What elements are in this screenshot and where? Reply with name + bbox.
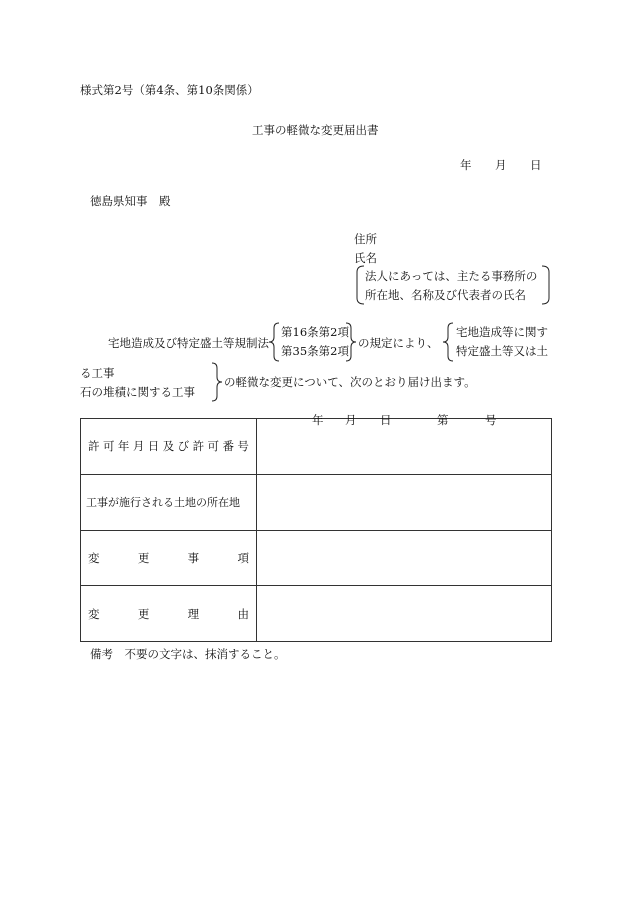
permit-year: 年 xyxy=(312,413,324,427)
date-year: 年 xyxy=(460,158,472,172)
label-char: 項 xyxy=(237,550,249,565)
label-char: 及 xyxy=(162,439,175,454)
change-reason-label xyxy=(81,606,256,622)
label-char: 変 xyxy=(88,606,100,621)
label-char: 番 xyxy=(222,439,234,454)
label-char: 事 xyxy=(187,550,200,565)
location-label: 工事が施行される土地の所在地 xyxy=(86,496,240,510)
permit-value-cell[interactable] xyxy=(257,413,552,475)
work-option-2-line1: 特定盛土等又は土 xyxy=(456,344,548,358)
left-curly-brace-icon xyxy=(268,322,280,362)
change-reason-label-cell xyxy=(81,586,257,642)
label-char: 更 xyxy=(137,550,150,565)
label-char: 変 xyxy=(88,550,100,565)
provision-text: の規定により、 xyxy=(358,336,439,350)
change-details-table xyxy=(80,413,552,642)
permit-value xyxy=(257,413,551,474)
permit-day: 日 xyxy=(380,413,392,427)
form-number: 様式第2号（第4条、第10条関係） xyxy=(80,83,259,97)
label-char: 年 xyxy=(117,439,130,454)
work-option-2-line2: 石の堆積に関する工事 xyxy=(80,385,195,399)
label-char: 月 xyxy=(132,439,145,454)
date-day: 日 xyxy=(530,158,542,172)
location-value-cell[interactable] xyxy=(257,474,552,530)
right-curly-brace-icon xyxy=(211,362,223,402)
left-curly-brace-icon xyxy=(442,322,454,362)
law-name: 宅地造成及び特定盛土等規制法 xyxy=(108,336,269,350)
table-row xyxy=(81,586,552,642)
permit-month: 月 xyxy=(345,413,357,427)
table-row xyxy=(81,530,552,586)
date-month: 月 xyxy=(495,158,507,172)
label-char: 可 xyxy=(102,439,115,454)
work-option-1-line1: 宅地造成等に関す xyxy=(456,325,548,339)
location-label-cell xyxy=(81,474,257,530)
permit-label xyxy=(81,438,256,454)
label-char: 更 xyxy=(137,606,150,621)
right-bracket-icon xyxy=(540,265,552,305)
remarks: 備考 不要の文字は、抹消すること。 xyxy=(90,647,286,661)
right-curly-brace-icon xyxy=(345,322,357,362)
permit-number-prefix: 第 xyxy=(437,413,449,427)
label-char: 理 xyxy=(187,606,200,621)
name-label: 氏名 xyxy=(354,251,377,265)
change-items-label-cell xyxy=(81,530,257,586)
label-char: び xyxy=(177,439,190,454)
label-char: 可 xyxy=(207,439,219,454)
label-char: 日 xyxy=(147,439,160,454)
label-char: 許 xyxy=(192,439,205,454)
table-row xyxy=(81,419,552,475)
document-title: 工事の軽微な変更届出書 xyxy=(252,123,379,137)
corporation-note-line2: 所在地、名称及び代表者の氏名 xyxy=(365,288,526,302)
addressee: 徳島県知事 殿 xyxy=(90,194,171,208)
closing-text: の軽微な変更について、次のとおり届け出ます。 xyxy=(224,375,476,389)
work-option-1-line2: る工事 xyxy=(80,366,115,380)
label-char: 由 xyxy=(237,606,249,621)
address-label: 住所 xyxy=(354,232,377,246)
label-char: 許 xyxy=(88,439,100,454)
label-char: 号 xyxy=(237,439,249,454)
article-option-2: 第35条第2項 xyxy=(281,344,349,358)
table-row xyxy=(81,474,552,530)
permit-number-suffix: 号 xyxy=(485,413,497,427)
permit-label-cell xyxy=(81,419,257,475)
article-option-1: 第16条第2項 xyxy=(281,325,349,339)
change-items-value-cell[interactable] xyxy=(257,530,552,586)
change-reason-value-cell[interactable] xyxy=(257,586,552,642)
change-items-label xyxy=(81,550,256,566)
corporation-note-line1: 法人にあっては、主たる事務所の xyxy=(365,269,538,283)
